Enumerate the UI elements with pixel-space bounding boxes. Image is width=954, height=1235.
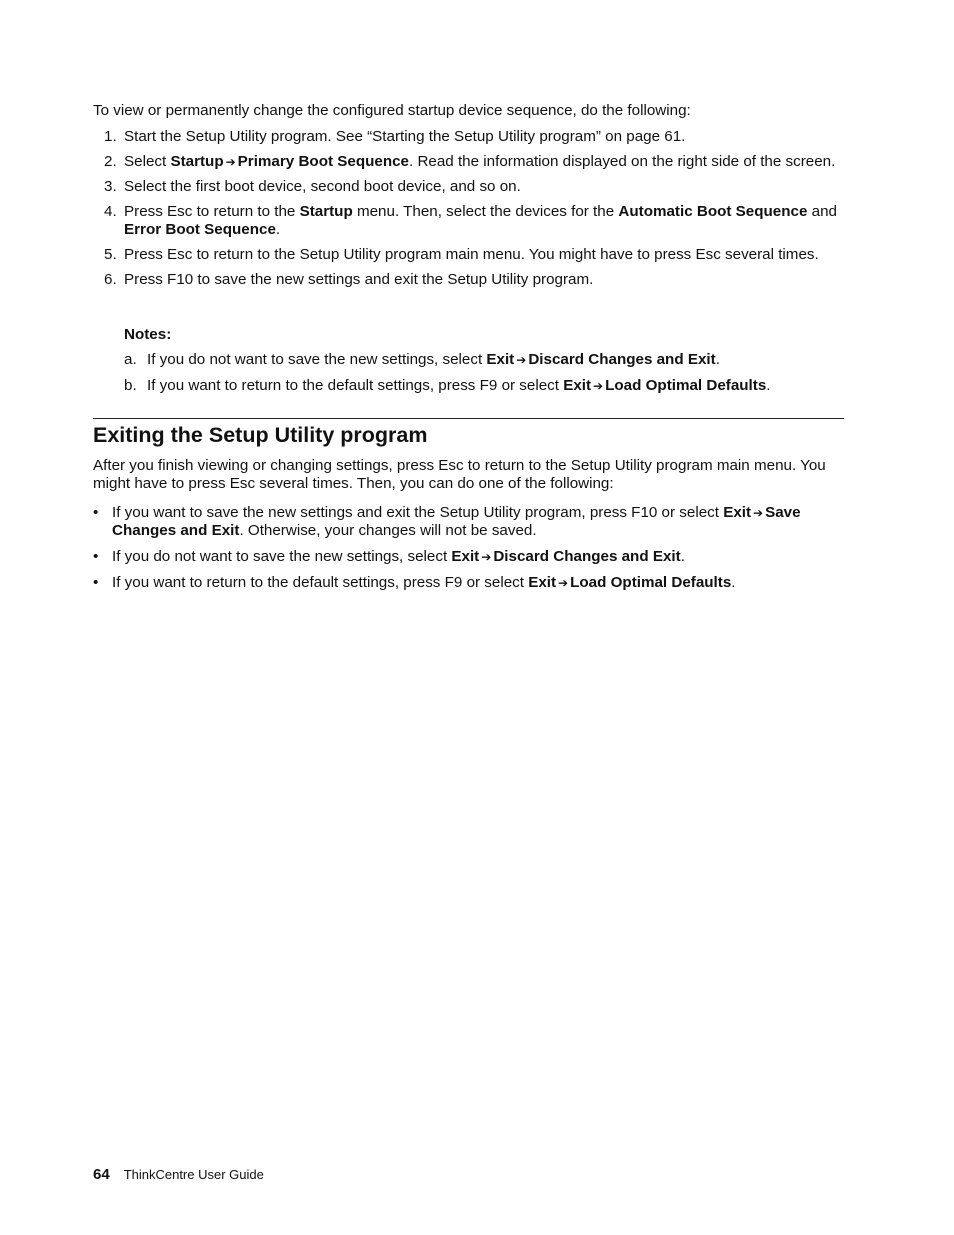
notes-list — [124, 351, 844, 403]
arrow-right-icon: ➔ — [753, 506, 764, 520]
section-heading: Exiting the Setup Utility program — [93, 423, 428, 447]
list-item — [93, 574, 853, 592]
list-item — [93, 153, 853, 171]
step-number: 3. — [104, 178, 117, 195]
menu-startup: Startup — [299, 203, 353, 220]
notes-title: Notes: — [124, 326, 172, 343]
page-footer — [93, 1166, 264, 1184]
menu-discard-changes-and-exit: Discard Changes and Exit — [528, 351, 716, 368]
bullet-text: . — [680, 548, 685, 565]
arrow-right-icon: ➔ — [481, 550, 492, 564]
section-paragraph: After you finish viewing or changing settings, press Esc to return to the Setup Utility program main menu. You might have to press Esc several times. Then, you can do one of the following: — [93, 457, 826, 492]
step-text: menu. Then, select the devices for the — [352, 203, 619, 220]
step-text: . — [275, 221, 281, 238]
note-text: If you want to return to the default settings, press F9 or select — [147, 377, 564, 394]
step-text: Press Esc to return to the Setup Utility program main menu. You might have to press Esc several times. — [124, 246, 819, 263]
note-text: . — [766, 377, 771, 394]
bullet-text: If you do not want to save the new settings, select — [112, 548, 452, 565]
note-text: If you do not want to save the new settings, select — [147, 351, 487, 368]
list-item — [93, 548, 853, 566]
footer-title: ThinkCentre User Guide — [123, 1167, 264, 1182]
step-text: Start the Setup Utility program. See “Starting the Setup Utility program” on page 61. — [124, 128, 686, 145]
step-number: 1. — [104, 128, 117, 145]
menu-save-changes-and-exit: Save Changes and Exit — [112, 504, 801, 539]
bullet-icon: • — [93, 574, 99, 591]
step-text: Press Esc to return to the — [124, 203, 300, 220]
step-text: . Read the information displayed on the right side of the screen. — [409, 153, 836, 170]
bullet-list — [93, 504, 853, 600]
section-divider — [93, 418, 844, 419]
list-item — [93, 246, 853, 264]
steps-list — [93, 128, 853, 296]
note-letter: a. — [124, 351, 137, 368]
menu-exit: Exit — [563, 377, 592, 394]
step-number: 4. — [104, 203, 117, 220]
menu-load-optimal-defaults: Load Optimal Defaults — [570, 574, 732, 591]
list-item — [93, 504, 853, 540]
list-item — [124, 351, 844, 369]
menu-automatic-boot-sequence: Automatic Boot Sequence — [618, 203, 808, 220]
bullet-text: If you want to return to the default settings, press F9 or select — [112, 574, 529, 591]
list-item — [124, 377, 844, 395]
step-text: and — [807, 203, 837, 220]
intro-paragraph: To view or permanently change the configured startup device sequence, do the following: — [93, 102, 691, 119]
menu-exit: Exit — [723, 504, 752, 521]
arrow-right-icon: ➔ — [225, 155, 236, 169]
menu-discard-changes-and-exit: Discard Changes and Exit — [493, 548, 681, 565]
page-number: 64 — [93, 1166, 110, 1183]
menu-primary-boot-sequence: Primary Boot Sequence — [237, 153, 409, 170]
step-text: Select the first boot device, second boot device, and so on. — [124, 178, 521, 195]
note-letter: b. — [124, 377, 137, 394]
menu-error-boot-sequence: Error Boot Sequence — [124, 221, 276, 238]
note-text: . — [715, 351, 720, 368]
menu-exit: Exit — [528, 574, 557, 591]
bullet-icon: • — [93, 548, 99, 565]
menu-exit: Exit — [451, 548, 480, 565]
arrow-right-icon: ➔ — [516, 353, 527, 367]
arrow-right-icon: ➔ — [558, 576, 569, 590]
menu-exit: Exit — [486, 351, 515, 368]
list-item — [93, 203, 853, 239]
menu-load-optimal-defaults: Load Optimal Defaults — [605, 377, 767, 394]
bullet-text: If you want to save the new settings and exit the Setup Utility program, press F10 or select — [112, 504, 724, 521]
bullet-text: . Otherwise, your changes will not be saved. — [239, 522, 537, 539]
step-text: Select — [124, 153, 171, 170]
step-text: Press F10 to save the new settings and exit the Setup Utility program. — [124, 271, 594, 288]
bullet-text: . — [731, 574, 736, 591]
step-number: 6. — [104, 271, 117, 288]
arrow-right-icon: ➔ — [593, 379, 604, 393]
list-item — [93, 178, 853, 196]
step-number: 2. — [104, 153, 117, 170]
step-number: 5. — [104, 246, 117, 263]
bullet-icon: • — [93, 504, 99, 521]
list-item — [93, 128, 853, 146]
list-item — [93, 271, 853, 289]
menu-startup: Startup — [170, 153, 224, 170]
